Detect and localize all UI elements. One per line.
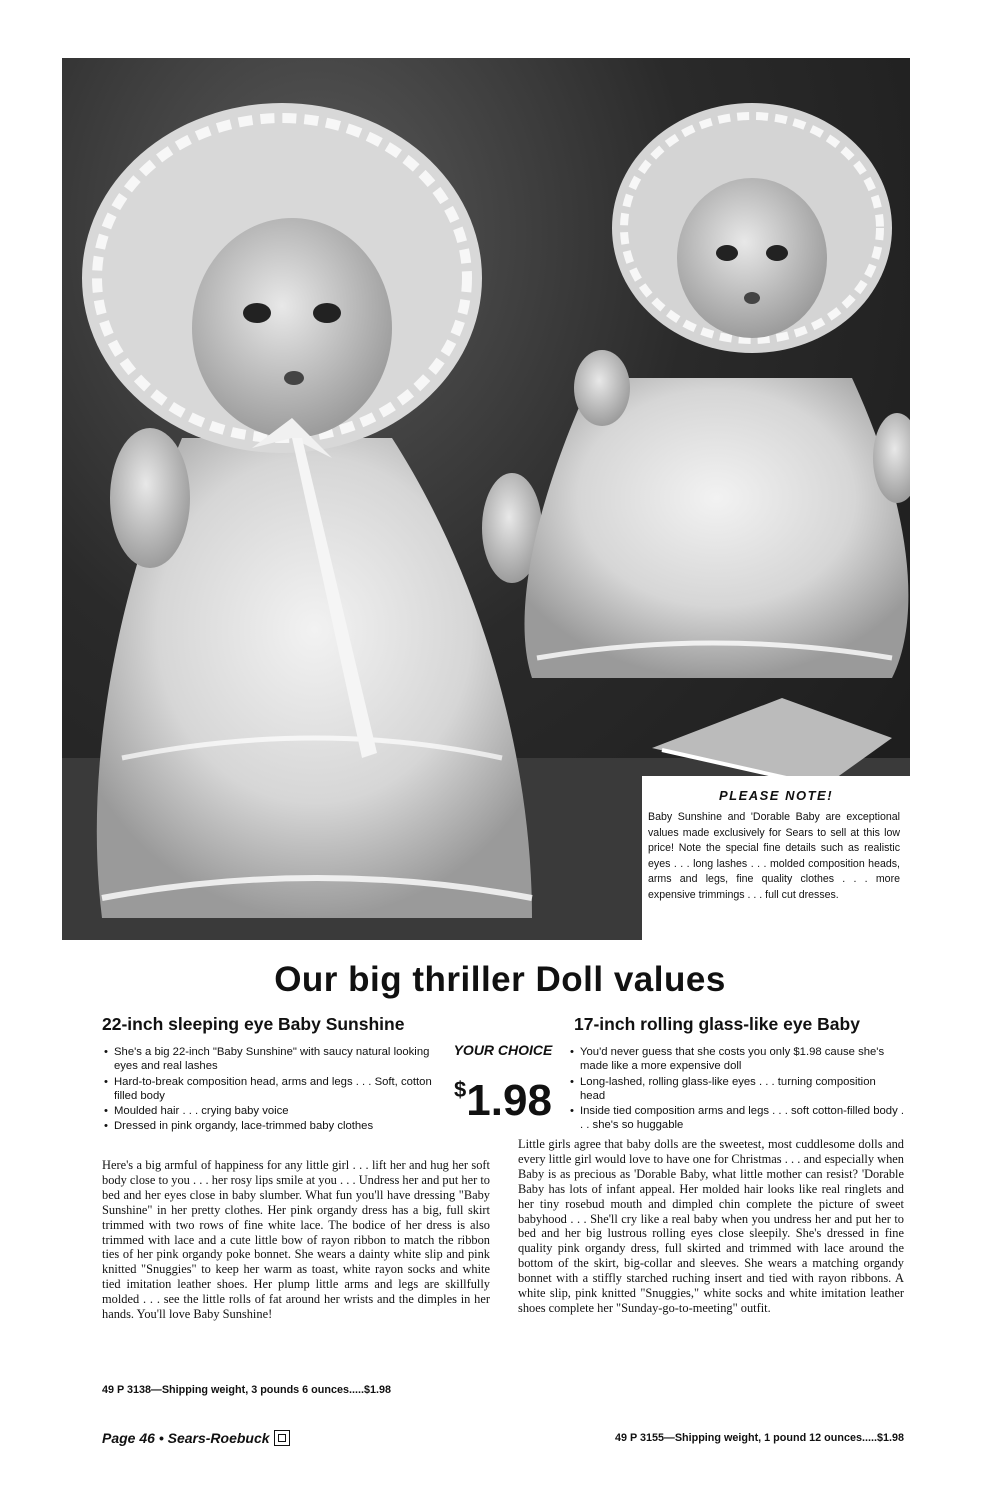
right-description: Little girls agree that baby dolls are the sweetest, most cuddlesome dolls and every little girl would love to have one for Christmas . . . and especially when Baby is as precious as 'Dorable Baby, what little mother can resist? 'Dorable Baby has lots of infant appeal. Her molded hair looks like real ringlets and her tiny rosebud mouth and dimpled chin complete the picture of sweet babyhood . . . She'll cry like a real baby when you undress her and put her to bed and her big lustrous rolling eyes close sleepily. She's dressed in fine quality pink organdy dress, full skirted and trimmed with lace around the bottom of the skirt, big-collar and sleeves. She wears a matching organdy bonnet with a stiffly starched ruching insert and tied with rayon ribbons. A white slip, pink knitted "Snuggies," white socks and white imitation leather shoes complete her "Sunday-go-to-meeting" outfit. bbox=[518, 1137, 904, 1315]
left-doll-face bbox=[192, 218, 392, 438]
footer-text: Page 46 • Sears-Roebuck bbox=[102, 1430, 270, 1446]
right-doll-face bbox=[677, 178, 827, 338]
list-item: • Inside tied composition arms and legs . . . soft cotton-filled body . . . she's so huggable bbox=[568, 1104, 904, 1133]
left-product-title: 22-inch sleeping eye Baby Sunshine bbox=[102, 1014, 405, 1034]
left-feature-list bbox=[102, 1045, 437, 1135]
price-currency: $ bbox=[454, 1077, 467, 1102]
note-text: Baby Sunshine and 'Dorable Baby are exceptional values made exclusively for Sears to sell at this low price! Note the special fine details such as realistic eyes . . . long lashes . . . molded composition heads, arms and legs, fine quality clothes . . . more expensive trimmings . . . full cut dresses. bbox=[648, 811, 900, 901]
headline: Our big thriller Doll values bbox=[274, 960, 726, 999]
list-item: • Moulded hair . . . crying baby voice bbox=[102, 1104, 437, 1118]
page-footer bbox=[102, 1430, 290, 1446]
right-order-line: 49 P 3155—Shipping weight, 1 pound 12 ounces.....$1.98 bbox=[614, 1432, 904, 1444]
list-item: • She's a big 22-inch "Baby Sunshine" with saucy natural looking eyes and real lashes bbox=[102, 1045, 437, 1074]
note-title: PLEASE NOTE! bbox=[718, 788, 834, 803]
left-description: Here's a big armful of happiness for any little girl . . . lift her and hug her soft body close to you . . . her rosy lips smile at you . . . Undress her and put her to bed and her eyes close in baby slumber. What fun you'll have dressing "Baby Sunshine" in her pretty clothes. Her pink organdy dress has a big, full skirt trimmed with two rows of fine white lace. The bodice of her dress is also trimmed with lace and a cute little bow of rayon ribbon to match the ribbon ties of her pink organdy poke bonnet. She wears a dainty white slip and pink knitted "Snuggies" to keep her warm as toast, white rayon socks and white tied imitation leather shoes. Her plump little arms and legs are skillfully molded . . . see the little rolls of fat around her wrists and the dimples in her hands. You'll love Baby Sunshine! bbox=[102, 1158, 490, 1322]
right-doll-dress bbox=[525, 378, 909, 678]
list-item: • Hard-to-break composition head, arms and legs . . . Soft, cotton filled body bbox=[102, 1075, 437, 1104]
right-product-title: 17-inch rolling glass-like eye Baby bbox=[574, 1014, 860, 1034]
list-item: • Long-lashed, rolling glass-like eyes . . . turning composition head bbox=[568, 1075, 904, 1104]
note-box bbox=[642, 776, 910, 940]
doll-photograph bbox=[62, 58, 910, 940]
list-item: • Dressed in pink organdy, lace-trimmed baby clothes bbox=[102, 1119, 437, 1133]
left-order-line: 49 P 3138—Shipping weight, 3 pounds 6 ounces.....$1.98 bbox=[102, 1384, 392, 1396]
right-feature-list bbox=[568, 1045, 904, 1134]
list-item: • You'd never guess that she costs you only $1.98 cause she's made like a more expensive doll bbox=[568, 1045, 904, 1074]
price-amount: 1.98 bbox=[466, 1076, 552, 1125]
sears-logo-icon bbox=[274, 1430, 290, 1446]
your-choice-label: YOUR CHOICE bbox=[453, 1042, 553, 1058]
price bbox=[448, 1062, 558, 1129]
